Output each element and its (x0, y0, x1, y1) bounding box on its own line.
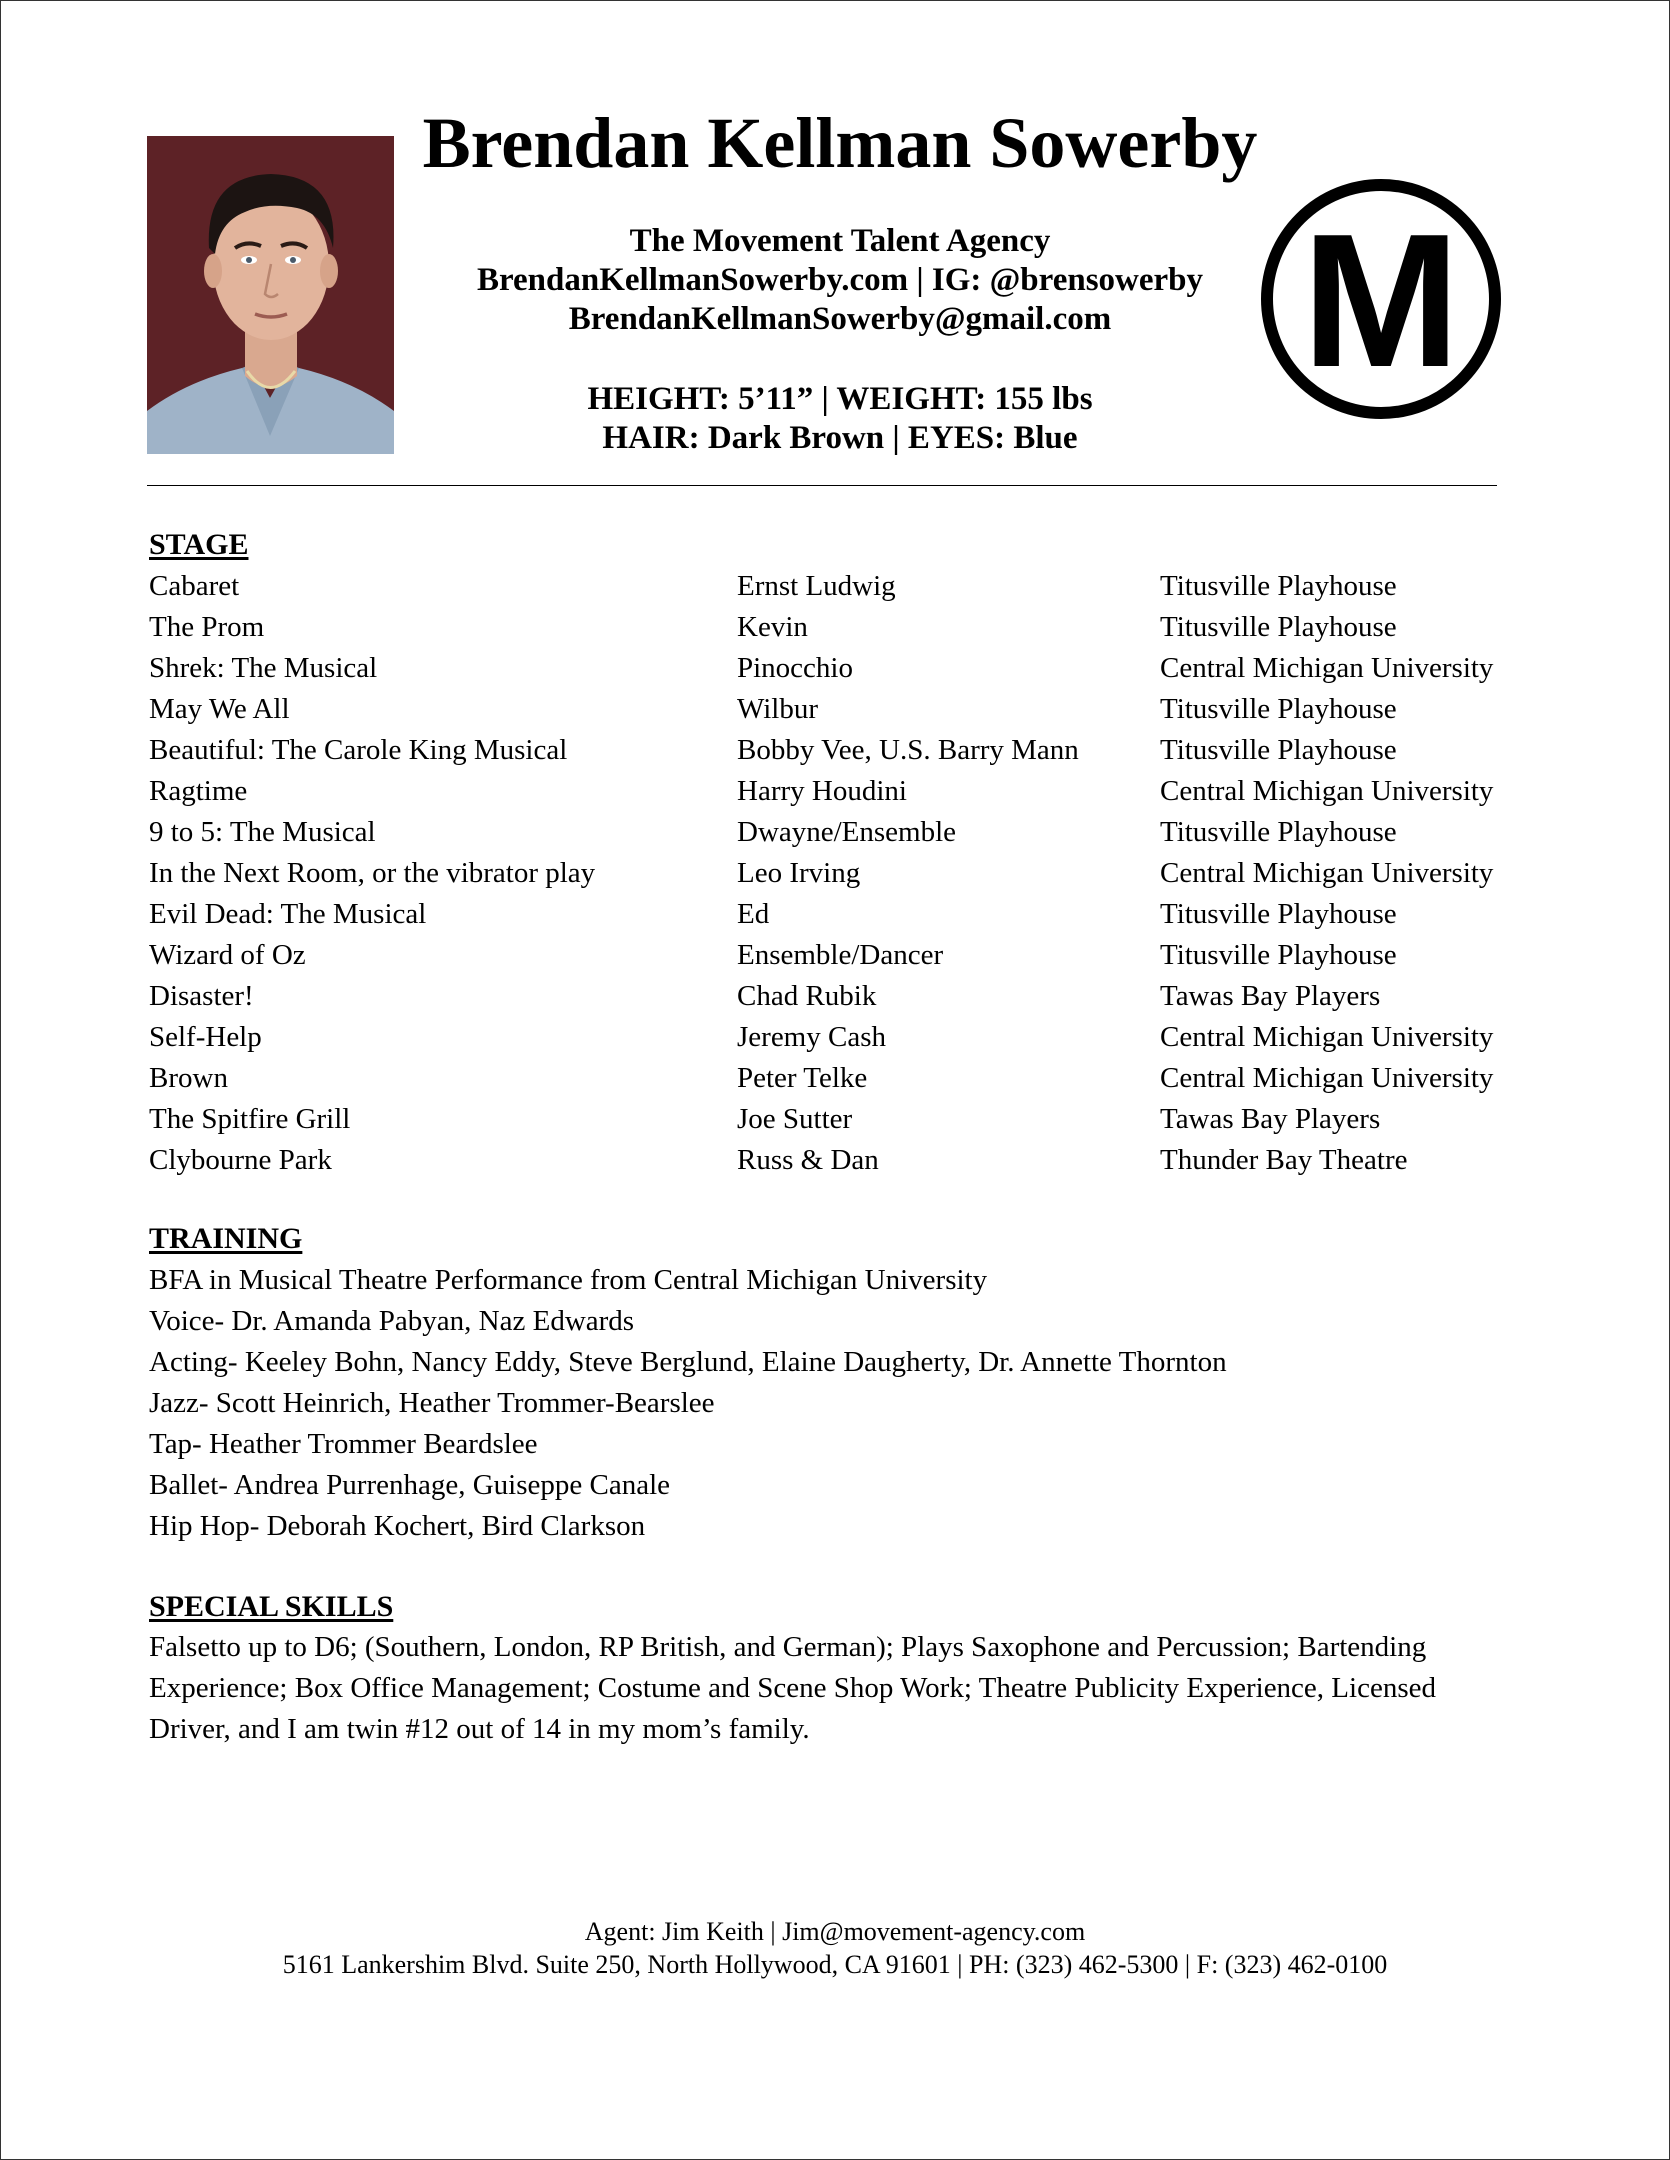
stage-credits (149, 566, 1529, 1181)
credit-role: Dwayne/Ensemble (737, 816, 957, 848)
resume-name: Brendan Kellman Sowerby (422, 103, 1258, 183)
credit-show: Brown (149, 1062, 228, 1094)
header-divider (147, 485, 1497, 486)
credit-role: Joe Sutter (737, 1103, 853, 1135)
stage-credit-row (149, 812, 1529, 853)
credit-role: Harry Houdini (737, 775, 907, 807)
credit-role: Ernst Ludwig (737, 570, 896, 602)
credit-venue: Titusville Playhouse (1160, 734, 1397, 766)
stage-credit-row (149, 976, 1529, 1017)
credit-show: Disaster! (149, 980, 254, 1012)
credit-show: Clybourne Park (149, 1144, 332, 1176)
stage-credit-row (149, 853, 1529, 894)
credit-show: 9 to 5: The Musical (149, 816, 376, 848)
stage-credit-row (149, 1140, 1529, 1181)
stage-credit-row (149, 1058, 1529, 1099)
credit-role: Kevin (737, 611, 808, 643)
training-line: Tap- Heather Trommer Beardslee (149, 1428, 538, 1460)
credit-show: May We All (149, 693, 290, 725)
credit-venue: Thunder Bay Theatre (1160, 1144, 1408, 1176)
credit-venue: Tawas Bay Players (1160, 1103, 1381, 1135)
training-line: Voice- Dr. Amanda Pabyan, Naz Edwards (149, 1305, 635, 1337)
credit-venue: Tawas Bay Players (1160, 980, 1381, 1012)
stage-heading: STAGE (149, 528, 249, 561)
logo-letter: M (1301, 195, 1461, 407)
credit-venue: Central Michigan University (1160, 857, 1494, 889)
credit-venue: Central Michigan University (1160, 1021, 1494, 1053)
credit-venue: Titusville Playhouse (1160, 570, 1397, 602)
credit-role: Jeremy Cash (737, 1021, 886, 1053)
credit-role: Russ & Dan (737, 1144, 879, 1176)
training-line: Ballet- Andrea Purrenhage, Guiseppe Canale (149, 1469, 671, 1501)
training-line: BFA in Musical Theatre Performance from Central Michigan University (149, 1264, 988, 1296)
credit-venue: Titusville Playhouse (1160, 939, 1397, 971)
credit-show: The Spitfire Grill (149, 1103, 351, 1135)
stage-credit-row (149, 648, 1529, 689)
credit-venue: Central Michigan University (1160, 1062, 1494, 1094)
website-instagram[interactable]: BrendanKellmanSowerby.com | IG: @brensowerby (476, 262, 1204, 298)
stage-credit-row (149, 1017, 1529, 1058)
contact-block (430, 222, 1250, 339)
agency-address: 5161 Lankershim Blvd. Suite 250, North Hollywood, CA 91601 | PH: (323) 462-5300 | F: (323) 462-0100 (282, 1950, 1388, 1979)
credit-venue: Central Michigan University (1160, 775, 1494, 807)
credit-role: Pinocchio (737, 652, 853, 684)
stage-credit-row (149, 894, 1529, 935)
credit-role: Ensemble/Dancer (737, 939, 944, 971)
agent-contact: Agent: Jim Keith | Jim@movement-agency.com (584, 1917, 1086, 1946)
agency-name: The Movement Talent Agency (629, 223, 1051, 259)
training-line: Acting- Keeley Bohn, Nancy Eddy, Steve Berglund, Elaine Daugherty, Dr. Annette Thornton (149, 1346, 1227, 1378)
stage-credit-row (149, 771, 1529, 812)
credit-show: The Prom (149, 611, 265, 643)
credit-role: Ed (737, 898, 770, 930)
hair-eyes: HAIR: Dark Brown | EYES: Blue (602, 420, 1078, 456)
training-line: Jazz- Scott Heinrich, Heather Trommer-Bearslee (149, 1387, 715, 1419)
credit-venue: Central Michigan University (1160, 652, 1494, 684)
email-address[interactable]: BrendanKellmanSowerby@gmail.com (568, 301, 1112, 337)
physical-stats (430, 380, 1250, 458)
credit-role: Bobby Vee, U.S. Barry Mann (737, 734, 1079, 766)
stage-credit-row (149, 607, 1529, 648)
height-weight: HEIGHT: 5’11” | WEIGHT: 155 lbs (587, 381, 1093, 417)
stage-credit-row (149, 935, 1529, 976)
footer (0, 1915, 1670, 1981)
credit-role: Peter Telke (737, 1062, 868, 1094)
training-line: Hip Hop- Deborah Kochert, Bird Clarkson (149, 1510, 646, 1542)
credit-role: Wilbur (737, 693, 818, 725)
stage-credit-row (149, 1099, 1529, 1140)
stage-credit-row (149, 730, 1529, 771)
credit-show: In the Next Room, or the vibrator play (149, 857, 596, 889)
credit-role: Leo Irving (737, 857, 861, 889)
credit-show: Beautiful: The Carole King Musical (149, 734, 568, 766)
credit-show: Cabaret (149, 570, 240, 602)
credit-venue: Titusville Playhouse (1160, 816, 1397, 848)
credit-role: Chad Rubik (737, 980, 877, 1012)
credit-show: Wizard of Oz (149, 939, 306, 971)
credit-show: Evil Dead: The Musical (149, 898, 427, 930)
training-list (149, 1260, 1227, 1547)
credit-show: Ragtime (149, 775, 248, 807)
skills-heading: SPECIAL SKILLS (149, 1590, 394, 1623)
skills-text: Falsetto up to D6; (Southern, London, RP British, and German); Plays Saxophone and Percussion; Bartending Experience; Box Office Management; Costume and Scene Shop Work; Theatre Publicity Experience, Licensed Driver, and I am twin #12 out of 14 in my mom’s family. (149, 1631, 1436, 1745)
credit-show: Shrek: The Musical (149, 652, 378, 684)
stage-credit-row (149, 566, 1529, 607)
credit-venue: Titusville Playhouse (1160, 693, 1397, 725)
credit-venue: Titusville Playhouse (1160, 898, 1397, 930)
credit-venue: Titusville Playhouse (1160, 611, 1397, 643)
agency-logo (1258, 176, 1504, 422)
credit-show: Self-Help (149, 1021, 262, 1053)
stage-credit-row (149, 689, 1529, 730)
training-heading: TRAINING (149, 1222, 303, 1255)
